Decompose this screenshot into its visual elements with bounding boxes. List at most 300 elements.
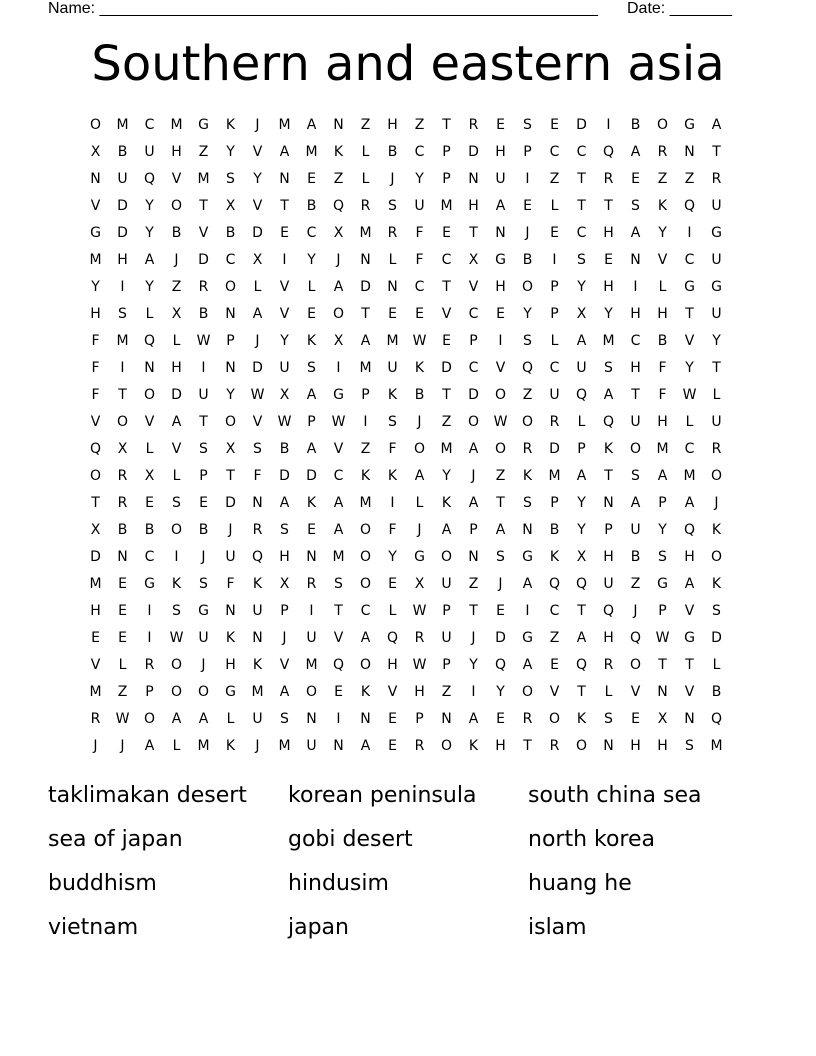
grid-letter[interactable]: N [225, 306, 236, 322]
grid-letter[interactable]: N [252, 495, 263, 511]
grid-letter[interactable]: M [710, 738, 723, 754]
grid-letter[interactable]: E [496, 711, 505, 727]
grid-letter[interactable]: Q [143, 333, 156, 349]
grid-letter[interactable]: W [277, 414, 292, 430]
grid-letter[interactable]: E [550, 225, 559, 241]
grid-letter[interactable]: G [522, 630, 533, 646]
grid-letter[interactable]: Q [332, 657, 345, 673]
grid-letter[interactable]: A [333, 522, 344, 538]
grid-letter[interactable]: O [710, 549, 723, 565]
grid-letter[interactable]: J [93, 738, 98, 754]
grid-letter[interactable]: D [198, 252, 209, 268]
grid-letter[interactable]: P [415, 711, 424, 727]
grid-letter[interactable]: D [90, 549, 101, 565]
grid-letter[interactable]: K [225, 117, 236, 133]
grid-letter[interactable]: X [252, 252, 263, 268]
grid-letter[interactable]: V [630, 684, 641, 700]
grid-letter[interactable]: C [630, 333, 641, 349]
grid-letter[interactable]: T [469, 603, 478, 619]
grid-letter[interactable]: A [360, 630, 371, 646]
grid-letter[interactable]: A [657, 468, 668, 484]
grid-letter[interactable]: F [388, 522, 397, 538]
grid-letter[interactable]: Q [629, 630, 642, 646]
grid-letter[interactable]: V [657, 252, 668, 268]
grid-letter[interactable]: L [388, 603, 397, 619]
grid-letter[interactable]: M [359, 360, 372, 376]
grid-letter[interactable]: X [414, 576, 425, 592]
grid-letter[interactable]: P [280, 603, 289, 619]
grid-letter[interactable]: A [630, 144, 641, 160]
grid-letter[interactable]: Z [495, 468, 506, 484]
grid-letter[interactable]: J [174, 252, 179, 268]
grid-letter[interactable]: Z [657, 171, 668, 187]
grid-letter[interactable]: O [494, 387, 507, 403]
grid-letter[interactable]: C [576, 225, 587, 241]
grid-letter[interactable]: P [442, 657, 451, 673]
grid-letter[interactable]: B [711, 684, 722, 700]
grid-letter[interactable]: D [468, 387, 479, 403]
grid-letter[interactable]: J [255, 333, 260, 349]
grid-letter[interactable]: Y [577, 522, 586, 538]
grid-letter[interactable]: D [495, 630, 506, 646]
grid-letter[interactable]: X [90, 144, 101, 160]
grid-letter[interactable]: H [684, 549, 695, 565]
grid-letter[interactable]: F [226, 576, 235, 592]
grid-letter[interactable]: E [388, 576, 397, 592]
grid-letter[interactable]: P [577, 441, 586, 457]
grid-letter[interactable]: U [387, 360, 398, 376]
grid-letter[interactable]: P [658, 495, 667, 511]
grid-letter[interactable]: T [280, 198, 289, 214]
grid-letter[interactable]: N [684, 711, 695, 727]
grid-letter[interactable]: H [603, 225, 614, 241]
grid-letter[interactable]: V [252, 414, 263, 430]
grid-letter[interactable]: K [441, 495, 452, 511]
grid-letter[interactable]: K [414, 360, 425, 376]
grid-letter[interactable]: O [89, 468, 102, 484]
grid-letter[interactable]: H [657, 414, 668, 430]
grid-letter[interactable]: A [468, 441, 479, 457]
grid-letter[interactable]: U [576, 360, 587, 376]
grid-letter[interactable]: E [118, 576, 127, 592]
grid-letter[interactable]: H [630, 738, 641, 754]
grid-letter[interactable]: E [496, 117, 505, 133]
grid-letter[interactable]: G [198, 117, 209, 133]
grid-letter[interactable]: Z [171, 279, 182, 295]
grid-letter[interactable]: C [414, 279, 425, 295]
grid-letter[interactable]: T [604, 468, 613, 484]
grid-letter[interactable]: W [169, 630, 184, 646]
grid-letter[interactable]: B [117, 522, 128, 538]
grid-letter[interactable]: S [280, 711, 289, 727]
grid-letter[interactable]: Y [577, 279, 586, 295]
grid-letter[interactable]: O [170, 198, 183, 214]
grid-letter[interactable]: R [252, 522, 263, 538]
grid-letter[interactable]: P [550, 279, 559, 295]
grid-letter[interactable]: P [604, 522, 613, 538]
grid-letter[interactable]: N [252, 630, 263, 646]
grid-letter[interactable]: A [522, 576, 533, 592]
grid-letter[interactable]: E [631, 171, 640, 187]
grid-letter[interactable]: U [630, 522, 641, 538]
grid-letter[interactable]: R [468, 117, 479, 133]
grid-letter[interactable]: R [387, 225, 398, 241]
grid-letter[interactable]: V [198, 225, 209, 241]
grid-letter[interactable]: H [603, 279, 614, 295]
grid-letter[interactable]: N [225, 603, 236, 619]
grid-letter[interactable]: S [523, 333, 532, 349]
grid-letter[interactable]: M [602, 333, 615, 349]
grid-letter[interactable]: H [117, 252, 128, 268]
grid-letter[interactable]: T [199, 414, 208, 430]
grid-letter[interactable]: A [360, 738, 371, 754]
grid-letter[interactable]: E [388, 306, 397, 322]
grid-letter[interactable]: C [414, 144, 425, 160]
grid-letter[interactable]: O [359, 549, 372, 565]
grid-letter[interactable]: M [116, 117, 129, 133]
grid-letter[interactable]: L [172, 333, 181, 349]
grid-letter[interactable]: N [306, 711, 317, 727]
grid-letter[interactable]: X [279, 576, 290, 592]
grid-letter[interactable]: N [117, 549, 128, 565]
grid-letter[interactable]: V [333, 630, 344, 646]
grid-letter[interactable]: C [576, 144, 587, 160]
grid-letter[interactable]: C [684, 441, 695, 457]
grid-letter[interactable]: V [279, 657, 290, 673]
grid-letter[interactable]: M [359, 495, 372, 511]
grid-letter[interactable]: D [117, 225, 128, 241]
grid-letter[interactable]: A [576, 468, 587, 484]
grid-letter[interactable]: S [712, 603, 721, 619]
grid-letter[interactable]: C [549, 360, 560, 376]
grid-letter[interactable]: C [306, 225, 317, 241]
grid-letter[interactable]: R [603, 657, 614, 673]
grid-letter[interactable]: W [412, 333, 427, 349]
grid-letter[interactable]: Y [496, 684, 505, 700]
grid-letter[interactable]: Z [360, 441, 371, 457]
grid-letter[interactable]: K [549, 549, 560, 565]
grid-letter[interactable]: S [199, 441, 208, 457]
grid-letter[interactable]: A [279, 495, 290, 511]
grid-letter[interactable]: A [684, 495, 695, 511]
grid-letter[interactable]: M [440, 198, 453, 214]
grid-letter[interactable]: A [522, 657, 533, 673]
grid-letter[interactable]: P [658, 603, 667, 619]
grid-letter[interactable]: N [387, 279, 398, 295]
grid-letter[interactable]: N [522, 522, 533, 538]
grid-letter[interactable]: J [201, 657, 206, 673]
grid-letter[interactable]: G [144, 576, 155, 592]
grid-letter[interactable]: E [118, 603, 127, 619]
grid-letter[interactable]: I [552, 252, 557, 268]
grid-letter[interactable]: U [225, 549, 236, 565]
grid-letter[interactable]: Y [685, 360, 694, 376]
grid-letter[interactable]: S [172, 495, 181, 511]
grid-letter[interactable]: Z [522, 387, 533, 403]
grid-letter[interactable]: A [306, 441, 317, 457]
grid-letter[interactable]: O [359, 657, 372, 673]
grid-letter[interactable]: R [144, 657, 155, 673]
grid-letter[interactable]: G [90, 225, 101, 241]
grid-letter[interactable]: U [306, 738, 317, 754]
grid-letter[interactable]: Y [469, 657, 478, 673]
grid-letter[interactable]: I [309, 603, 314, 619]
grid-letter[interactable]: R [414, 738, 425, 754]
grid-letter[interactable]: U [198, 387, 209, 403]
grid-letter[interactable]: D [576, 117, 587, 133]
grid-letter[interactable]: L [145, 306, 154, 322]
grid-letter[interactable]: T [118, 387, 127, 403]
grid-letter[interactable]: E [442, 225, 451, 241]
grid-letter[interactable]: S [658, 549, 667, 565]
grid-letter[interactable]: B [144, 522, 155, 538]
grid-letter[interactable]: K [225, 738, 236, 754]
grid-letter[interactable]: U [252, 711, 263, 727]
grid-letter[interactable]: E [496, 603, 505, 619]
grid-letter[interactable]: P [550, 306, 559, 322]
grid-letter[interactable]: C [144, 117, 155, 133]
grid-letter[interactable]: B [279, 441, 290, 457]
grid-letter[interactable]: A [171, 711, 182, 727]
grid-letter[interactable]: E [91, 630, 100, 646]
grid-letter[interactable]: X [171, 306, 182, 322]
grid-letter[interactable]: E [604, 252, 613, 268]
grid-letter[interactable]: Y [604, 306, 613, 322]
grid-letter[interactable]: T [442, 279, 451, 295]
grid-letter[interactable]: T [334, 603, 343, 619]
grid-letter[interactable]: G [522, 549, 533, 565]
grid-letter[interactable]: Y [658, 225, 667, 241]
grid-letter[interactable]: W [412, 603, 427, 619]
grid-letter[interactable]: O [332, 306, 345, 322]
grid-letter[interactable]: A [171, 414, 182, 430]
grid-letter[interactable]: L [550, 198, 559, 214]
grid-letter[interactable]: E [631, 711, 640, 727]
grid-letter[interactable]: S [253, 441, 262, 457]
grid-letter[interactable]: A [333, 279, 344, 295]
grid-letter[interactable]: B [630, 117, 641, 133]
grid-letter[interactable]: U [441, 630, 452, 646]
grid-letter[interactable]: O [143, 711, 156, 727]
grid-letter[interactable]: S [523, 495, 532, 511]
grid-letter[interactable]: I [471, 684, 476, 700]
grid-letter[interactable]: A [279, 144, 290, 160]
grid-letter[interactable]: L [361, 144, 370, 160]
grid-letter[interactable]: Q [710, 711, 723, 727]
grid-letter[interactable]: G [684, 117, 695, 133]
grid-letter[interactable]: K [711, 522, 722, 538]
grid-letter[interactable]: J [417, 414, 422, 430]
grid-letter[interactable]: G [711, 225, 722, 241]
grid-letter[interactable]: L [118, 657, 127, 673]
grid-letter[interactable]: Y [226, 144, 235, 160]
grid-letter[interactable]: N [657, 684, 668, 700]
grid-letter[interactable]: C [441, 252, 452, 268]
grid-letter[interactable]: J [633, 603, 638, 619]
grid-letter[interactable]: I [147, 630, 152, 646]
grid-letter[interactable]: B [657, 333, 668, 349]
grid-letter[interactable]: I [525, 603, 530, 619]
grid-letter[interactable]: A [495, 198, 506, 214]
grid-letter[interactable]: O [629, 441, 642, 457]
grid-letter[interactable]: V [90, 657, 101, 673]
grid-letter[interactable]: E [307, 522, 316, 538]
grid-letter[interactable]: V [279, 306, 290, 322]
grid-letter[interactable]: E [496, 306, 505, 322]
grid-letter[interactable]: Q [89, 441, 102, 457]
grid-letter[interactable]: I [390, 495, 395, 511]
grid-letter[interactable]: S [685, 738, 694, 754]
grid-letter[interactable]: S [334, 576, 343, 592]
grid-letter[interactable]: V [333, 441, 344, 457]
grid-letter[interactable]: T [631, 387, 640, 403]
grid-letter[interactable]: I [201, 360, 206, 376]
grid-letter[interactable]: Q [602, 414, 615, 430]
grid-letter[interactable]: A [630, 495, 641, 511]
grid-letter[interactable]: U [279, 360, 290, 376]
grid-letter[interactable]: A [333, 495, 344, 511]
grid-letter[interactable]: E [118, 630, 127, 646]
grid-letter[interactable]: N [306, 549, 317, 565]
grid-letter[interactable]: O [143, 387, 156, 403]
grid-letter[interactable]: I [336, 360, 341, 376]
grid-letter[interactable]: J [255, 738, 260, 754]
grid-letter[interactable]: D [279, 468, 290, 484]
grid-letter[interactable]: J [471, 468, 476, 484]
grid-letter[interactable]: L [550, 333, 559, 349]
grid-letter[interactable]: M [89, 684, 102, 700]
grid-letter[interactable]: B [306, 198, 317, 214]
grid-letter[interactable]: E [550, 657, 559, 673]
grid-letter[interactable]: M [656, 441, 669, 457]
grid-letter[interactable]: N [333, 738, 344, 754]
grid-letter[interactable]: A [252, 306, 263, 322]
grid-letter[interactable]: L [172, 738, 181, 754]
grid-letter[interactable]: Y [145, 198, 154, 214]
grid-letter[interactable]: Y [91, 279, 100, 295]
grid-letter[interactable]: Q [602, 144, 615, 160]
grid-letter[interactable]: O [548, 711, 561, 727]
grid-letter[interactable]: Z [441, 684, 452, 700]
grid-letter[interactable]: Q [683, 198, 696, 214]
grid-letter[interactable]: T [496, 495, 505, 511]
grid-letter[interactable]: N [468, 549, 479, 565]
grid-letter[interactable]: W [682, 387, 697, 403]
grid-letter[interactable]: D [711, 630, 722, 646]
grid-letter[interactable]: K [522, 468, 533, 484]
grid-letter[interactable]: I [633, 279, 638, 295]
grid-letter[interactable]: U [711, 306, 722, 322]
grid-letter[interactable]: S [388, 414, 397, 430]
grid-letter[interactable]: H [90, 306, 101, 322]
grid-letter[interactable]: L [415, 495, 424, 511]
grid-letter[interactable]: O [224, 279, 237, 295]
grid-letter[interactable]: E [334, 684, 343, 700]
grid-letter[interactable]: Z [360, 117, 371, 133]
grid-letter[interactable]: R [117, 468, 128, 484]
grid-letter[interactable]: O [521, 684, 534, 700]
grid-letter[interactable]: A [144, 738, 155, 754]
grid-letter[interactable]: D [252, 360, 263, 376]
grid-letter[interactable]: R [414, 630, 425, 646]
grid-letter[interactable]: P [442, 144, 451, 160]
grid-letter[interactable]: Z [441, 414, 452, 430]
grid-letter[interactable]: Y [712, 333, 721, 349]
grid-letter[interactable]: X [468, 252, 479, 268]
grid-letter[interactable]: X [576, 306, 587, 322]
grid-letter[interactable]: Q [548, 576, 561, 592]
grid-letter[interactable]: N [144, 360, 155, 376]
grid-letter[interactable]: A [360, 333, 371, 349]
grid-letter[interactable]: U [306, 630, 317, 646]
grid-letter[interactable]: J [417, 522, 422, 538]
grid-letter[interactable]: V [171, 441, 182, 457]
grid-letter[interactable]: T [685, 306, 694, 322]
grid-letter[interactable]: U [711, 414, 722, 430]
grid-letter[interactable]: V [387, 684, 398, 700]
grid-letter[interactable]: L [577, 414, 586, 430]
grid-letter[interactable]: L [658, 279, 667, 295]
grid-letter[interactable]: U [711, 198, 722, 214]
grid-letter[interactable]: Y [226, 387, 235, 403]
grid-letter[interactable]: O [89, 117, 102, 133]
grid-letter[interactable]: M [278, 117, 291, 133]
grid-letter[interactable]: B [198, 522, 209, 538]
grid-letter[interactable]: S [604, 360, 613, 376]
grid-letter[interactable]: E [280, 225, 289, 241]
grid-letter[interactable]: P [442, 603, 451, 619]
grid-letter[interactable]: A [279, 684, 290, 700]
grid-letter[interactable]: A [441, 522, 452, 538]
grid-letter[interactable]: M [332, 549, 345, 565]
grid-letter[interactable]: J [336, 252, 341, 268]
grid-letter[interactable]: A [576, 333, 587, 349]
grid-letter[interactable]: D [117, 198, 128, 214]
grid-letter[interactable]: E [442, 333, 451, 349]
grid-letter[interactable]: T [442, 387, 451, 403]
grid-letter[interactable]: H [414, 684, 425, 700]
grid-letter[interactable]: S [523, 117, 532, 133]
grid-letter[interactable]: S [199, 576, 208, 592]
grid-letter[interactable]: U [144, 144, 155, 160]
grid-letter[interactable]: T [469, 225, 478, 241]
grid-letter[interactable]: J [201, 549, 206, 565]
grid-letter[interactable]: R [117, 495, 128, 511]
grid-letter[interactable]: L [253, 279, 262, 295]
grid-letter[interactable]: Y [523, 306, 532, 322]
grid-letter[interactable]: S [631, 468, 640, 484]
grid-letter[interactable]: C [360, 603, 371, 619]
grid-letter[interactable]: H [495, 279, 506, 295]
grid-letter[interactable]: K [306, 495, 317, 511]
grid-letter[interactable]: I [606, 117, 611, 133]
grid-letter[interactable]: F [91, 387, 100, 403]
grid-letter[interactable]: P [523, 144, 532, 160]
grid-letter[interactable]: U [603, 576, 614, 592]
grid-letter[interactable]: I [525, 171, 530, 187]
grid-letter[interactable]: O [170, 684, 183, 700]
grid-letter[interactable]: A [306, 117, 317, 133]
grid-letter[interactable]: K [333, 144, 344, 160]
grid-letter[interactable]: O [170, 657, 183, 673]
grid-letter[interactable]: U [495, 171, 506, 187]
grid-letter[interactable]: Q [332, 198, 345, 214]
grid-letter[interactable]: O [440, 549, 453, 565]
grid-letter[interactable]: J [714, 495, 719, 511]
grid-letter[interactable]: O [359, 522, 372, 538]
grid-letter[interactable]: U [549, 387, 560, 403]
grid-letter[interactable]: F [388, 441, 397, 457]
